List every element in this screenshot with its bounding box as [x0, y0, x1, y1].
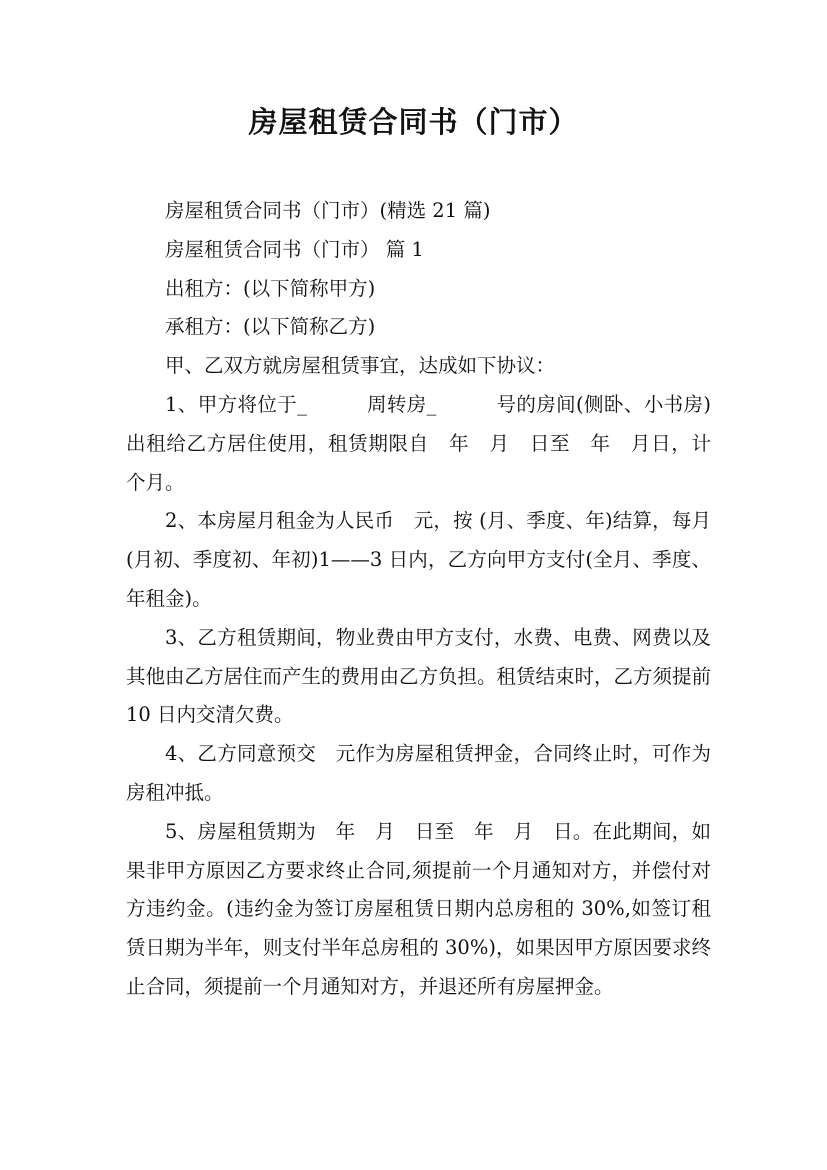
clause-4: 4、乙方同意预交 元作为房屋租赁押金，合同终止时，可作为房租冲抵。 — [126, 742, 711, 804]
lessor-line: 出租方：(以下简称甲方) — [165, 276, 376, 300]
lessee-line: 承租方：(以下简称乙方) — [165, 315, 376, 339]
clause-2: 2、本房屋月租金为人民币 元，按 (月、季度、年)结算，每月(月初、季度初、年初)1——3 日内，乙方向甲方支付(全月、季度、年租金)。 — [126, 509, 711, 610]
document-title: 房屋租赁合同书（门市） — [248, 105, 579, 139]
preamble-line: 甲、乙双方就房屋租赁事宜，达成如下协议： — [165, 354, 556, 378]
clause-1: 1、甲方将位于_ 周转房_ 号的房间(侧卧、小书房)出租给乙方居住使用，租赁期限自 年 月 日至 年 月日，计 个月。 — [126, 392, 731, 494]
section-heading: 房屋租赁合同书（门市） 篇 1 — [165, 237, 424, 261]
clause-3: 3、乙方租赁期间，物业费由甲方支付，水费、电费、网费以及其他由乙方居住而产生的费用由乙方负担。租赁结束时，乙方须提前 10 日内交清欠费。 — [126, 625, 712, 727]
document-body — [126, 192, 731, 1007]
document-subtitle: 房屋租赁合同书（门市）(精选 21 篇) — [165, 199, 491, 222]
clause-5: 5、房屋租赁期为 年 月 日至 年 月 日。在此期间，如果非甲方原因乙方要求终止合同,须提前一个月通知对方，并偿付对方违约金。(违约金为签订房屋租赁日期内总房租的 30%,如签订租赁日期为半年，则支付半年总房租的 30%)，如果因甲方原因要求终止合同，须提前一个月通知对方，并退还所有房屋押金。 — [126, 819, 711, 998]
